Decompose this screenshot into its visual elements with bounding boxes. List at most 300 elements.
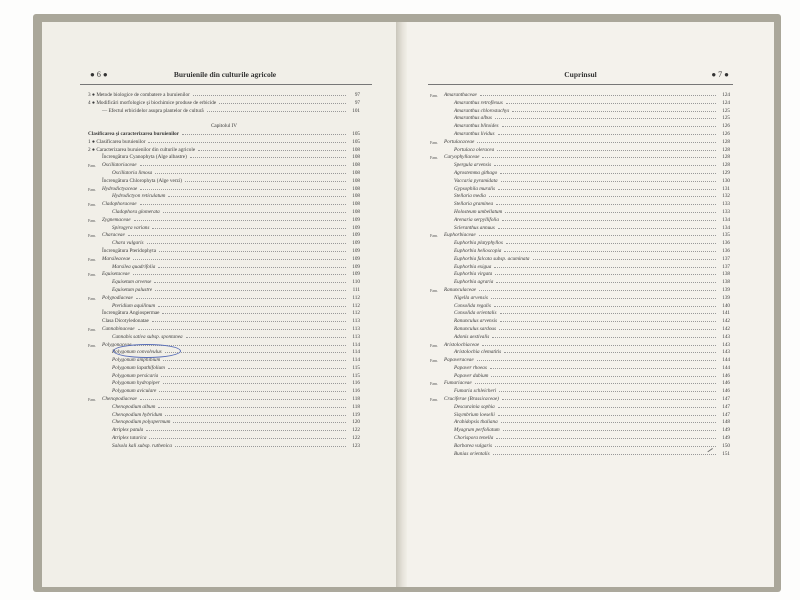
toc-entry-title: Chenopodium hybridum bbox=[112, 411, 163, 418]
toc-entry-title: Capitolul IV bbox=[210, 123, 238, 130]
toc-entry bbox=[88, 373, 360, 381]
toc-entry bbox=[430, 248, 730, 256]
toc-entry-title: Cruciferae (Brassicaceae) bbox=[444, 396, 499, 403]
leader-dots bbox=[498, 407, 716, 408]
toc-entry-title: Spirogyra varians bbox=[112, 224, 150, 231]
toc-entry bbox=[88, 318, 360, 326]
toc-entry bbox=[430, 217, 730, 225]
toc-entry-page: 138 bbox=[722, 271, 730, 278]
toc-entry-page: 114 bbox=[352, 349, 360, 356]
leader-dots bbox=[498, 189, 716, 190]
toc-entry bbox=[430, 123, 730, 131]
toc-entry-title: Aristolochiaceae bbox=[444, 341, 480, 348]
toc-entry-title: Ranunculus arvensis bbox=[454, 318, 498, 325]
family-marker: Fam. bbox=[88, 217, 97, 223]
toc-entry-page: 116 bbox=[352, 380, 360, 387]
toc-entry bbox=[88, 271, 360, 279]
right-page-number: ● 7 ● bbox=[711, 70, 729, 79]
leader-dots bbox=[161, 376, 346, 377]
toc-entry bbox=[430, 412, 730, 420]
toc-entry-page: 105 bbox=[352, 138, 360, 145]
toc-entry-title: Polypodiaceae bbox=[102, 294, 133, 301]
toc-entry bbox=[88, 380, 360, 388]
leader-dots bbox=[475, 383, 716, 384]
leader-dots bbox=[501, 422, 716, 423]
leader-dots bbox=[496, 438, 716, 439]
leader-dots bbox=[207, 111, 346, 112]
toc-entry-page: 143 bbox=[722, 341, 730, 348]
leader-dots bbox=[496, 204, 716, 205]
leader-dots bbox=[492, 337, 716, 338]
toc-entry-title: Clasificarea şi caracterizarea buruienilor bbox=[88, 130, 179, 137]
toc-entry-title: Chenopodium album bbox=[112, 403, 156, 410]
right-header-rule bbox=[428, 84, 733, 85]
leader-dots bbox=[533, 259, 716, 260]
toc-entry bbox=[88, 435, 360, 443]
toc-entry-title: Descurainia sophia bbox=[454, 403, 495, 410]
toc-entry bbox=[430, 303, 730, 311]
toc-entry-title: Polygonum amphibium bbox=[112, 357, 161, 364]
right-page-number-value: 7 bbox=[718, 70, 723, 79]
toc-entry bbox=[430, 349, 730, 357]
toc-entry-page: 122 bbox=[352, 435, 360, 442]
toc-entry bbox=[430, 193, 730, 201]
toc-entry-page: 114 bbox=[352, 341, 360, 348]
toc-entry bbox=[88, 92, 360, 100]
toc-entry-page: 125 bbox=[722, 115, 730, 122]
toc-entry-title: Papaver dubium bbox=[454, 372, 489, 379]
toc-entry bbox=[430, 365, 730, 373]
toc-entry-title: Stellaria graminea bbox=[454, 201, 494, 208]
leader-dots bbox=[496, 282, 716, 283]
leader-dots bbox=[477, 360, 716, 361]
toc-entry bbox=[88, 295, 360, 303]
toc-entry-page: 149 bbox=[722, 435, 730, 442]
toc-entry bbox=[430, 388, 730, 396]
toc-entry bbox=[430, 404, 730, 412]
toc-entry-title: Nigella arvensis bbox=[454, 294, 488, 301]
toc-entry bbox=[430, 209, 730, 217]
toc-entry-page: 111 bbox=[352, 286, 360, 293]
toc-entry-title: 1 ● Clasificarea buruienilor bbox=[88, 138, 146, 145]
toc-entry bbox=[430, 287, 730, 295]
toc-entry bbox=[88, 162, 360, 170]
toc-entry-page: 113 bbox=[352, 333, 360, 340]
left-page-number-value: 6 bbox=[96, 70, 101, 79]
toc-entry-page: 139 bbox=[722, 286, 730, 293]
toc-entry bbox=[88, 225, 360, 233]
toc-entry-title: Marsileaceae bbox=[102, 255, 131, 262]
toc-entry-title: Chenopodium polyspermum bbox=[112, 419, 171, 426]
toc-entry-title: Agrostemma githago bbox=[454, 169, 498, 176]
toc-entry bbox=[430, 357, 730, 365]
toc-entry-title: Scleranthus annuus bbox=[454, 224, 495, 231]
family-marker: Fam. bbox=[88, 202, 97, 208]
family-marker: Fam. bbox=[88, 256, 97, 262]
toc-entry bbox=[88, 139, 360, 147]
leader-dots bbox=[494, 306, 716, 307]
toc-entry-page: 128 bbox=[722, 154, 730, 161]
toc-entry bbox=[88, 326, 360, 334]
toc-entry bbox=[430, 271, 730, 279]
leader-dots bbox=[495, 118, 716, 119]
family-marker: Fam. bbox=[430, 287, 439, 293]
leader-dots bbox=[165, 352, 346, 353]
leader-dots bbox=[495, 274, 716, 275]
leader-dots bbox=[503, 430, 716, 431]
right-page-header bbox=[428, 70, 733, 84]
toc-entry-title: Portulacaceae bbox=[444, 138, 475, 145]
toc-entry-page: 97 bbox=[354, 99, 360, 106]
toc-entry-title: Fumariaceae bbox=[444, 380, 472, 387]
toc-entry-page: 135 bbox=[722, 232, 730, 239]
toc-entry bbox=[88, 334, 360, 342]
toc-entry bbox=[88, 209, 360, 217]
toc-entry-page: 128 bbox=[722, 138, 730, 145]
toc-entry bbox=[430, 451, 730, 459]
leader-dots bbox=[133, 259, 346, 260]
toc-entry-page: 115 bbox=[352, 364, 360, 371]
toc-entry-page: 112 bbox=[352, 294, 360, 301]
toc-entry-title: Euphorbia platyphyllos bbox=[454, 240, 503, 247]
toc-entry-title: Caryophyllaceae bbox=[444, 154, 480, 161]
toc-entry-page: 125 bbox=[722, 107, 730, 114]
toc-entry-page: 150 bbox=[722, 442, 730, 449]
toc-entry-page: 108 bbox=[352, 208, 360, 215]
toc-entry-page: 123 bbox=[352, 442, 360, 449]
leader-dots bbox=[504, 352, 716, 353]
family-marker: Fam. bbox=[88, 295, 97, 301]
toc-entry-page: 136 bbox=[722, 240, 730, 247]
toc-entry bbox=[430, 225, 730, 233]
leader-dots bbox=[152, 228, 346, 229]
toc-entry-title: Atriplex patula bbox=[112, 427, 144, 434]
toc-entry bbox=[88, 396, 360, 404]
toc-entry-title: Myagrum perfoliatum bbox=[454, 427, 500, 434]
toc-entry-page: 132 bbox=[722, 193, 730, 200]
toc-entry-title: Polygonum hydropiper bbox=[112, 380, 160, 387]
toc-entry-page: 146 bbox=[722, 380, 730, 387]
leader-dots bbox=[499, 391, 716, 392]
leader-dots bbox=[482, 157, 716, 158]
toc-entry-title: Polygonum lapathifolium bbox=[112, 364, 165, 371]
toc-entry-page: 142 bbox=[722, 325, 730, 332]
toc-entry-page: 109 bbox=[352, 232, 360, 239]
toc-entry-page: 108 bbox=[352, 162, 360, 169]
toc-entry bbox=[430, 100, 730, 108]
leader-dots bbox=[140, 399, 346, 400]
toc-entry bbox=[88, 186, 360, 194]
toc-entry-title: Salsola kali subsp. ruthenica bbox=[112, 442, 172, 449]
toc-entry-title: Hydrodictyaceae bbox=[102, 185, 138, 192]
leader-dots bbox=[500, 173, 716, 174]
leader-dots bbox=[159, 251, 346, 252]
family-marker: Fam. bbox=[430, 342, 439, 348]
toc-entry-page: 138 bbox=[722, 279, 730, 286]
toc-entry-page: 147 bbox=[722, 411, 730, 418]
leader-dots bbox=[185, 181, 346, 182]
leader-dots bbox=[173, 422, 346, 423]
toc-entry bbox=[88, 419, 360, 427]
toc-entry bbox=[430, 334, 730, 342]
toc-entry-title: Ranunculus sardous bbox=[454, 325, 497, 332]
toc-entry bbox=[430, 115, 730, 123]
leader-dots bbox=[159, 391, 346, 392]
leader-dots bbox=[493, 454, 716, 455]
leader-dots bbox=[505, 212, 716, 213]
leader-dots bbox=[502, 220, 716, 221]
family-marker: Fam. bbox=[430, 397, 439, 403]
leader-dots bbox=[498, 228, 716, 229]
toc-entry-title: Cladophora glomerata bbox=[112, 208, 160, 215]
toc-entry bbox=[430, 396, 730, 404]
toc-entry-page: 105 bbox=[352, 130, 360, 137]
leader-dots bbox=[168, 368, 346, 369]
family-marker: Fam. bbox=[88, 163, 97, 169]
toc-entry-page: 109 bbox=[352, 240, 360, 247]
toc-entry bbox=[430, 264, 730, 272]
toc-entry bbox=[88, 193, 360, 201]
toc-entry bbox=[430, 318, 730, 326]
toc-entry-title: Amaranthus albus bbox=[454, 115, 492, 122]
left-page-title: Buruienile din culturile agricole bbox=[173, 70, 277, 79]
toc-entry-page: 120 bbox=[352, 419, 360, 426]
toc-entry-title: Hydrodictyon reticulatum bbox=[112, 193, 166, 200]
toc-entry-page: 118 bbox=[352, 403, 360, 410]
toc-entry-page: 143 bbox=[722, 349, 730, 356]
toc-entry bbox=[430, 427, 730, 435]
toc-entry-page: 126 bbox=[722, 123, 730, 130]
toc-entry bbox=[88, 115, 360, 123]
leader-dots bbox=[152, 321, 346, 322]
toc-entry bbox=[88, 248, 360, 256]
toc-entry-page: 108 bbox=[352, 201, 360, 208]
family-marker: Fam. bbox=[88, 186, 97, 192]
toc-entry-page: 108 bbox=[352, 185, 360, 192]
toc-entry bbox=[430, 326, 730, 334]
toc-entry-title: Zygnemaceae bbox=[102, 216, 131, 223]
toc-entry bbox=[88, 427, 360, 435]
leader-dots bbox=[186, 337, 346, 338]
toc-entry-title: Atriplex tatarica bbox=[112, 435, 147, 442]
toc-entry-page: 151 bbox=[722, 450, 730, 457]
toc-entry-title: Adonis aestivalis bbox=[454, 333, 490, 340]
toc-entry-title: Chorispora tenella bbox=[454, 435, 494, 442]
toc-entry-title: Încrengătura Pteridophyta bbox=[102, 247, 157, 254]
toc-entry-page: 129 bbox=[722, 169, 730, 176]
toc-entry-title: Oscillatoria limosa bbox=[112, 169, 153, 176]
toc-entry bbox=[88, 264, 360, 272]
toc-entry-page: 128 bbox=[722, 162, 730, 169]
toc-entry-title: Equisetum arvense bbox=[112, 279, 152, 286]
toc-entry-page: 126 bbox=[722, 130, 730, 137]
toc-entry-title: Chenopodiaceae bbox=[102, 396, 137, 403]
family-marker: Fam. bbox=[430, 358, 439, 364]
leader-dots bbox=[155, 173, 346, 174]
toc-entry-page: 109 bbox=[352, 247, 360, 254]
toc-entry-page: 128 bbox=[722, 146, 730, 153]
leader-dots bbox=[140, 189, 346, 190]
toc-entry-page: 97 bbox=[354, 92, 360, 98]
toc-entry bbox=[430, 380, 730, 388]
toc-entry-page: 115 bbox=[352, 372, 360, 379]
toc-entry-title: Equisetaceae bbox=[102, 271, 130, 278]
toc-entry-title: Bunias orientalis bbox=[454, 450, 490, 457]
leader-dots bbox=[497, 150, 716, 151]
family-marker: Fam. bbox=[430, 93, 439, 98]
leader-dots bbox=[163, 212, 346, 213]
toc-entry-page: 131 bbox=[722, 185, 730, 192]
toc-entry-page: 143 bbox=[722, 333, 730, 340]
toc-entry bbox=[88, 443, 360, 451]
toc-entry-page: 112 bbox=[352, 310, 360, 317]
toc-entry-title: Gypsophila muralis bbox=[454, 185, 496, 192]
toc-entry-title: Amaranthus lividus bbox=[454, 130, 495, 137]
toc-entry-title: Cannabinaceae bbox=[102, 325, 135, 332]
leader-dots bbox=[158, 306, 346, 307]
toc-entry-title: Fumaria schleicheri bbox=[454, 388, 497, 395]
leader-dots bbox=[491, 298, 716, 299]
leader-dots bbox=[479, 235, 716, 236]
toc-entry bbox=[88, 404, 360, 412]
leader-dots bbox=[193, 95, 346, 96]
leader-dots bbox=[149, 438, 346, 439]
toc-entry-title: Ranunculaceae bbox=[444, 286, 476, 293]
toc-entry bbox=[430, 162, 730, 170]
leader-dots bbox=[502, 126, 716, 127]
toc-entry-title: Amaranthus retroflexus bbox=[454, 99, 503, 106]
toc-entry bbox=[88, 357, 360, 365]
toc-entry-title: Marsilea quadrifolia bbox=[112, 263, 156, 270]
toc-entry-page: 136 bbox=[722, 247, 730, 254]
leader-dots bbox=[500, 313, 716, 314]
toc-entry-page: 124 bbox=[722, 92, 730, 98]
toc-entry bbox=[88, 388, 360, 396]
toc-entry-page: 148 bbox=[722, 419, 730, 426]
leader-dots bbox=[155, 290, 346, 291]
family-marker: Fam. bbox=[88, 272, 97, 278]
toc-entry-title: Spergula arvensis bbox=[454, 162, 492, 169]
toc-entry-title: Încrengătura Cyanophyta (Alge albastre) bbox=[102, 154, 187, 161]
toc-entry-title: Oscillatoriaceae bbox=[102, 162, 137, 169]
toc-entry-title: 4 ● Modificări morfologice şi biochimice produse de erbicide bbox=[88, 99, 217, 106]
toc-entry-title: Clasa Dicotyledonatae bbox=[102, 318, 149, 325]
toc-entry-page: 146 bbox=[722, 372, 730, 379]
toc-entry-page: 140 bbox=[722, 302, 730, 309]
leader-dots bbox=[490, 368, 716, 369]
toc-entry bbox=[430, 435, 730, 443]
toc-entry-page: 134 bbox=[722, 224, 730, 231]
toc-entry bbox=[430, 131, 730, 139]
leader-dots bbox=[501, 181, 716, 182]
toc-entry bbox=[430, 186, 730, 194]
toc-entry-page: 109 bbox=[352, 224, 360, 231]
toc-entry-title: Papaveraceae bbox=[444, 357, 474, 364]
toc-entry bbox=[88, 123, 360, 131]
toc-entry-title: Polygonum persicaria bbox=[112, 372, 159, 379]
toc-entry bbox=[430, 154, 730, 162]
leader-dots bbox=[163, 360, 346, 361]
toc-entry bbox=[430, 178, 730, 186]
toc-entry-page: 124 bbox=[722, 99, 730, 106]
toc-entry-page: 133 bbox=[722, 208, 730, 215]
toc-entry bbox=[88, 365, 360, 373]
toc-entry-title: Sisymbrium loeselii bbox=[454, 411, 495, 418]
leader-dots bbox=[500, 321, 716, 322]
left-page-header bbox=[80, 70, 370, 84]
toc-entry-page: 137 bbox=[722, 263, 730, 270]
family-marker: Fam. bbox=[88, 342, 97, 348]
toc-entry-title: Portulaca oleracea bbox=[454, 146, 495, 153]
toc-entry-title: Cladophoraceae bbox=[102, 201, 137, 208]
leader-dots bbox=[506, 103, 716, 104]
toc-entry-title: Cannabis sativa subsp. spontanea bbox=[112, 333, 183, 340]
toc-entry-page: 116 bbox=[352, 388, 360, 395]
leader-dots bbox=[140, 204, 346, 205]
toc-entry bbox=[430, 240, 730, 248]
toc-entry-title: Barbarea vulgaris bbox=[454, 442, 492, 449]
toc-entry bbox=[430, 201, 730, 209]
family-marker: Fam. bbox=[88, 397, 97, 403]
right-page-title: Cuprinsul bbox=[564, 70, 597, 79]
leader-dots bbox=[477, 142, 716, 143]
left-header-rule bbox=[80, 84, 372, 85]
toc-entry-title: Euphorbia exigua bbox=[454, 263, 492, 270]
leader-dots bbox=[158, 267, 346, 268]
toc-entry-title: Euphorbia virgata bbox=[454, 271, 493, 278]
toc-entry-page: 122 bbox=[352, 427, 360, 434]
leader-dots bbox=[134, 220, 346, 221]
leader-dots bbox=[182, 134, 346, 135]
toc-entry bbox=[430, 147, 730, 155]
toc-entry-page: 146 bbox=[722, 388, 730, 395]
toc-entry-title: Polygonum convolvulus bbox=[112, 349, 162, 356]
leader-dots bbox=[147, 243, 346, 244]
leader-dots bbox=[489, 196, 716, 197]
toc-entry-title: Consolida regalis bbox=[454, 302, 491, 309]
toc-entry-title: Chara vulgaris bbox=[112, 240, 144, 247]
toc-entry-page: 144 bbox=[722, 357, 730, 364]
toc-entry-title: Polygonaceae bbox=[102, 341, 132, 348]
toc-entry-page: 113 bbox=[352, 318, 360, 325]
toc-entry bbox=[430, 256, 730, 264]
toc-entry-title: 2 ● Caracterizarea buruienilor din culturile agricole bbox=[88, 146, 196, 153]
toc-entry-title: Euphorbiaceae bbox=[444, 232, 476, 239]
toc-entry-page: 109 bbox=[352, 263, 360, 270]
toc-entry bbox=[430, 295, 730, 303]
toc-entry bbox=[430, 170, 730, 178]
leader-dots bbox=[491, 376, 716, 377]
leader-dots bbox=[136, 298, 346, 299]
toc-entry-page: 114 bbox=[352, 357, 360, 364]
toc-entry-page: 109 bbox=[352, 255, 360, 262]
leader-dots bbox=[482, 345, 716, 346]
leader-dots bbox=[190, 157, 346, 158]
family-marker: Fam. bbox=[430, 139, 439, 145]
leader-dots bbox=[128, 235, 346, 236]
toc-entry-title: Consolida orientalis bbox=[454, 310, 497, 317]
leader-dots bbox=[504, 251, 716, 252]
leader-dots bbox=[163, 383, 346, 384]
toc-entry bbox=[88, 100, 360, 108]
toc-entry-page: 142 bbox=[722, 318, 730, 325]
toc-entry bbox=[88, 279, 360, 287]
toc-entry bbox=[88, 131, 360, 139]
toc-entry bbox=[430, 279, 730, 287]
leader-dots bbox=[494, 267, 716, 268]
family-marker: Fam. bbox=[88, 233, 97, 239]
leader-dots bbox=[499, 329, 716, 330]
